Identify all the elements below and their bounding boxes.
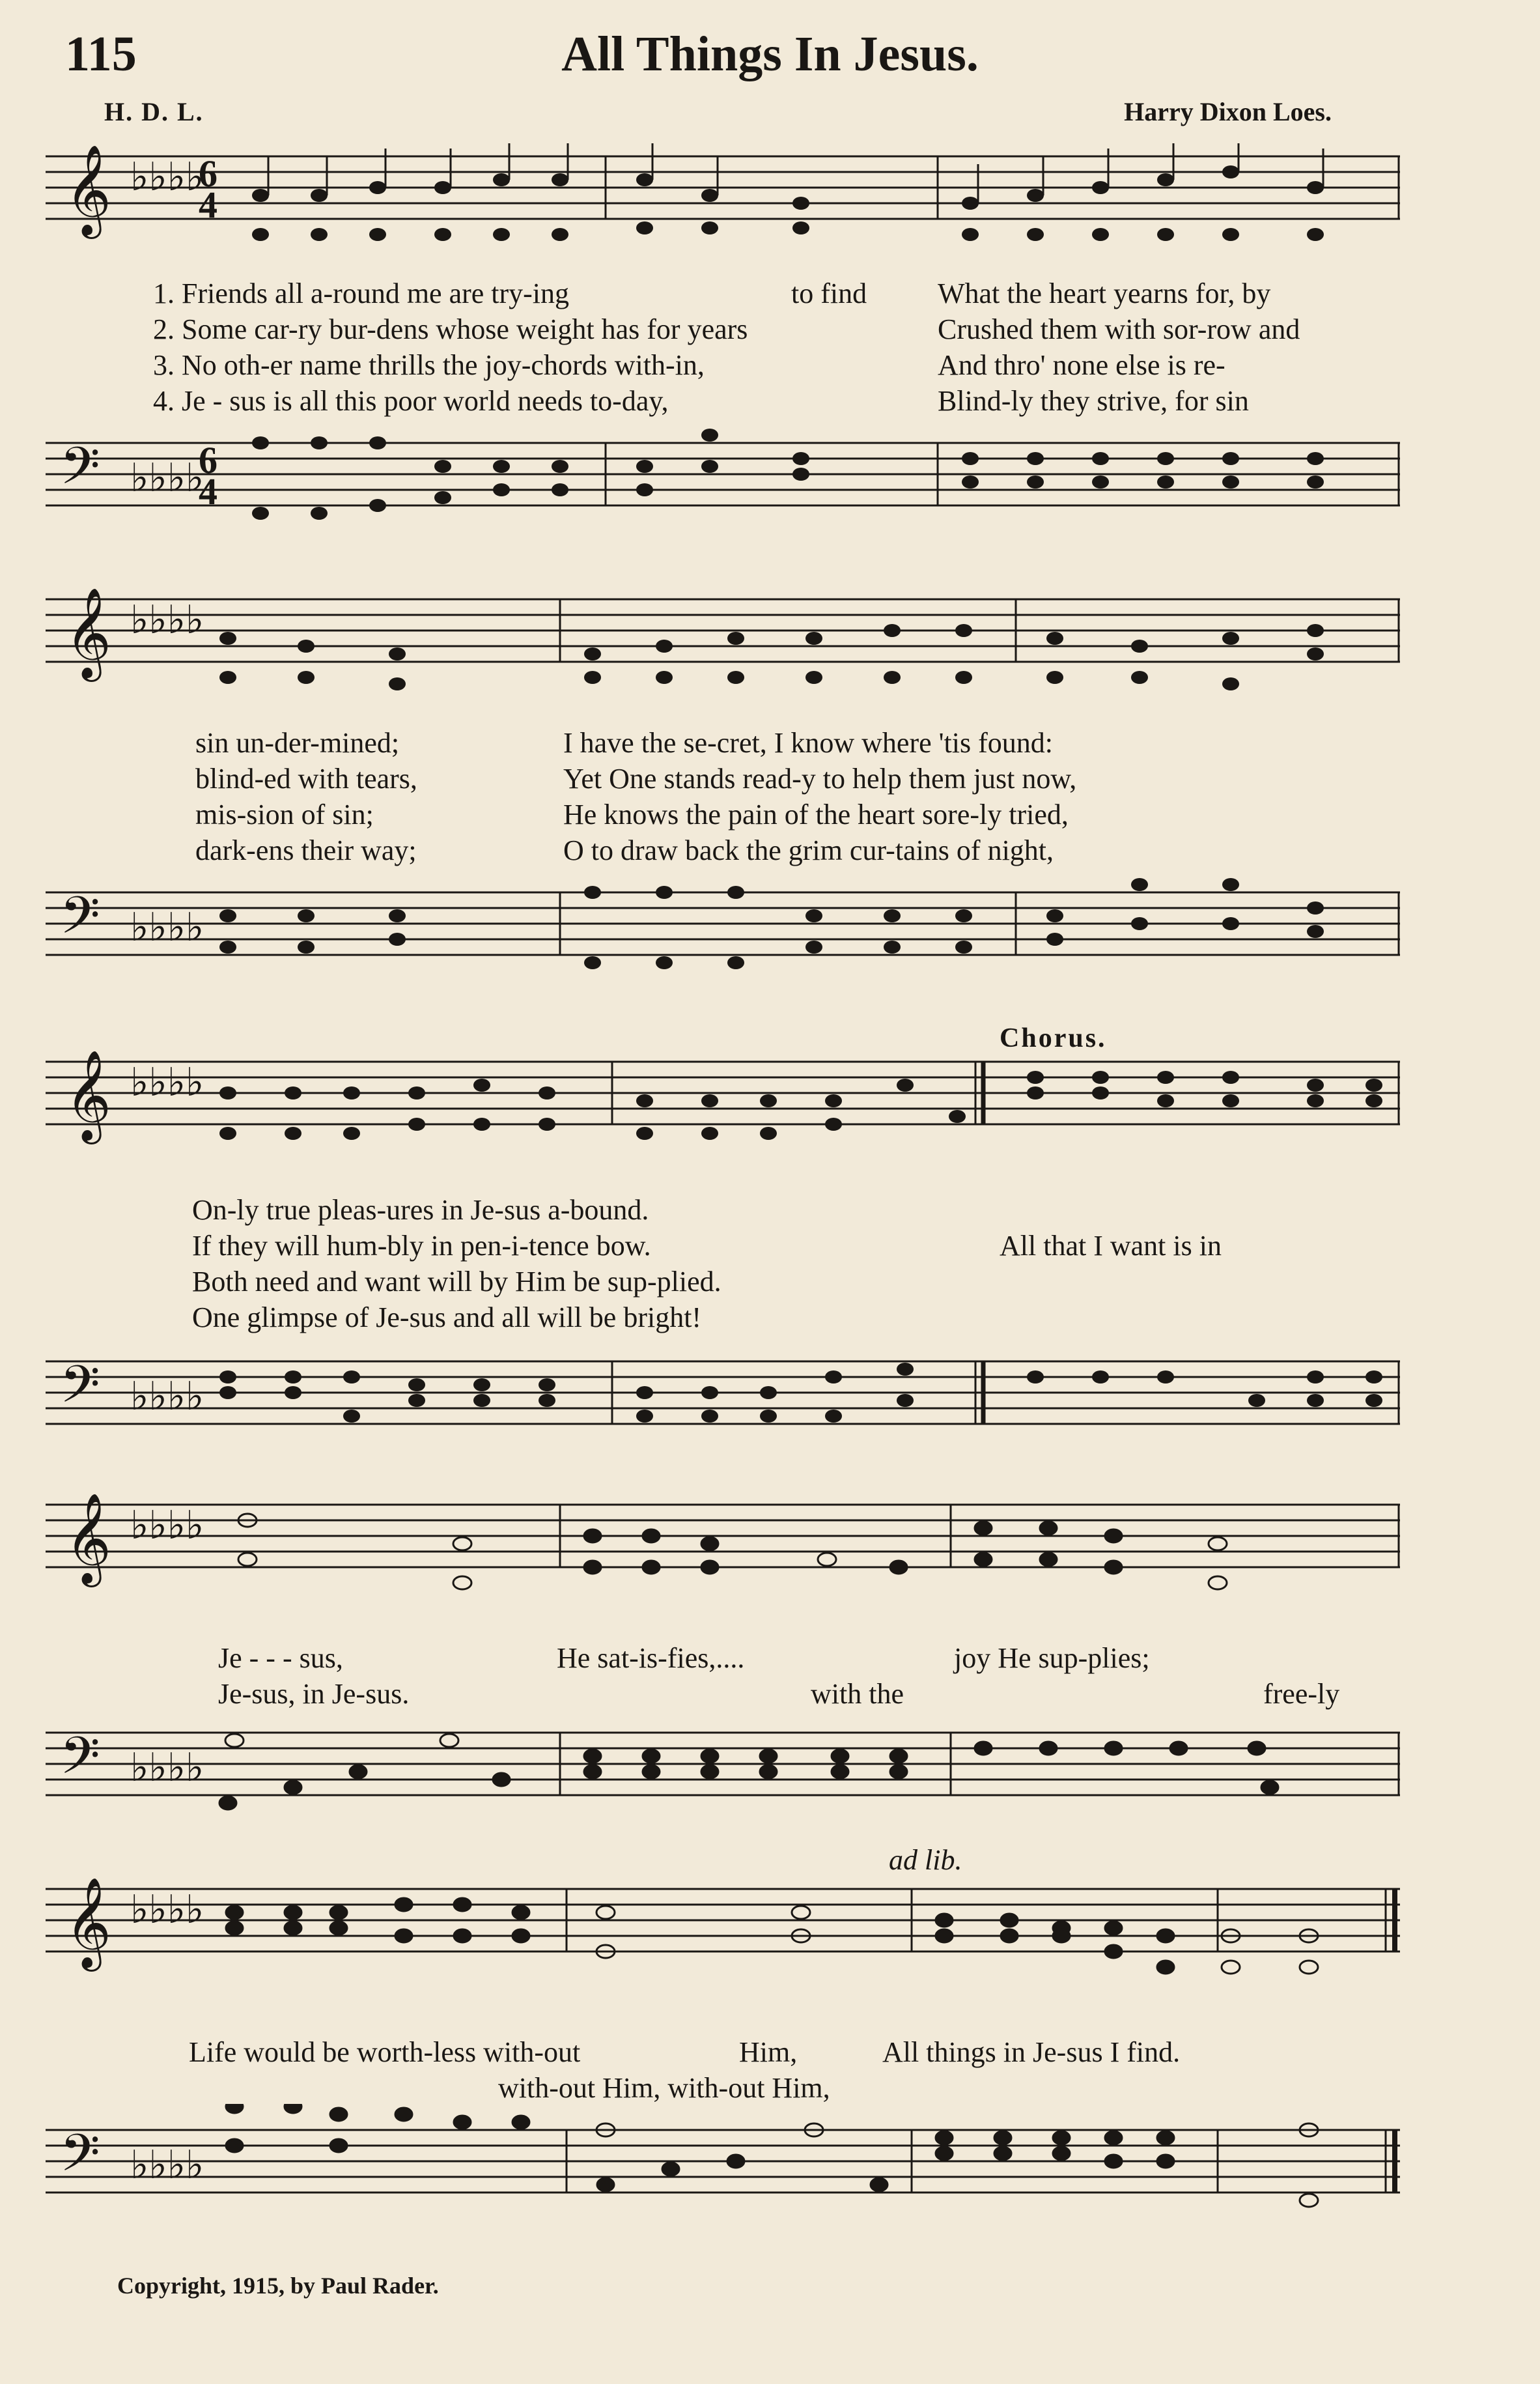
lyric-line: Je - - - sus, He sat-is-fies,.... joy He sup-plies; — [218, 1642, 1150, 1674]
bass-staff-4 — [46, 1707, 1400, 1837]
hymn-title: All Things In Jesus. — [561, 27, 979, 81]
bass-staff-5 — [46, 2104, 1400, 2234]
lyric-line: with-out Him, with-out Him, — [498, 2072, 830, 2104]
svg-text:𝄞: 𝄞 — [65, 1495, 111, 1582]
svg-text:6: 6 — [199, 152, 217, 195]
lyric-line: One glimpse of Je-sus and all will be bright! — [192, 1301, 702, 1333]
svg-text:𝄞: 𝄞 — [65, 589, 111, 676]
svg-text:𝄞: 𝄞 — [65, 1879, 111, 1966]
lyric-line: blind-ed with tears, Yet One stands read-y to help them just now, — [195, 763, 1077, 795]
svg-text:♭♭♭♭: ♭♭♭♭ — [130, 457, 204, 500]
bass-staff-2 — [46, 866, 1400, 997]
svg-text:𝄢: 𝄢 — [60, 2125, 100, 2194]
lyric-line: dark-ens their way; O to draw back the grim cur-tains of night, — [195, 834, 1054, 866]
bass-staff-1 — [46, 417, 1400, 547]
lyric-line: If they will hum-bly in pen-i-tence bow. All that I want is in — [192, 1230, 1222, 1262]
svg-text:4: 4 — [199, 184, 217, 226]
svg-text:♭♭♭♭: ♭♭♭♭ — [130, 906, 204, 949]
treble-staff-5 — [46, 1876, 1400, 2006]
composer-credit: Harry Dixon Loes. — [1124, 97, 1332, 126]
treble-staff-3 — [46, 1049, 1400, 1179]
svg-text:4: 4 — [199, 470, 217, 513]
hymn-number: 115 — [65, 27, 137, 81]
svg-text:𝄢: 𝄢 — [60, 1356, 100, 1426]
lyric-line: Life would be worth-less with-out Him, All things in Je-sus I find. — [189, 2036, 1181, 2068]
treble-staff-2 — [46, 586, 1400, 717]
svg-text:6: 6 — [199, 439, 217, 481]
lyric-line: sin un-der-mined; I have the se-cret, I know where 'tis found: — [195, 727, 1053, 759]
svg-text:♭♭♭♭: ♭♭♭♭ — [130, 1061, 204, 1104]
lyric-line: mis-sion of sin; He knows the pain of the heart sore-ly tried, — [195, 799, 1069, 830]
svg-text:𝄢: 𝄢 — [60, 1727, 100, 1797]
bass-staff-3 — [46, 1335, 1400, 1466]
svg-text:♭♭♭♭: ♭♭♭♭ — [130, 1375, 204, 1418]
svg-text:♭♭♭♭: ♭♭♭♭ — [130, 2144, 204, 2187]
svg-text:♭♭♭♭: ♭♭♭♭ — [130, 156, 204, 199]
lyric-line: On-ly true pleas-ures in Je-sus a-bound. — [192, 1194, 649, 1226]
svg-text:♭♭♭♭: ♭♭♭♭ — [130, 1504, 204, 1547]
lyric-line: 4. Je - sus is all this poor world needs to-day, Blind-ly they strive, for sin — [153, 385, 1249, 417]
svg-text:♭♭♭♭: ♭♭♭♭ — [130, 599, 204, 642]
svg-text:𝄢: 𝄢 — [60, 438, 100, 507]
lyric-line: Je-sus, in Je-sus. with the free-ly — [218, 1678, 1340, 1710]
lyricist-credit: H. D. L. — [104, 97, 204, 126]
svg-text:♭♭♭♭: ♭♭♭♭ — [130, 1746, 204, 1789]
copyright-notice: Copyright, 1915, by Paul Rader. — [117, 2273, 439, 2299]
svg-text:𝄞: 𝄞 — [65, 1052, 111, 1139]
lyric-line: Both need and want will by Him be sup-plied. — [192, 1266, 721, 1298]
svg-text:♭♭♭♭: ♭♭♭♭ — [130, 1888, 204, 1931]
treble-staff-1 — [46, 143, 1400, 287]
treble-staff-4 — [46, 1492, 1400, 1622]
ad-lib-marking: ad lib. — [889, 1844, 962, 1876]
lyric-line: 1. Friends all a-round me are try-ing to find What the heart yearns for, by — [153, 277, 1271, 309]
lyric-line: 3. No oth-er name thrills the joy-chords with-in, And thro' none else is re- — [153, 349, 1225, 381]
chorus-label: Chorus. — [1000, 1023, 1107, 1053]
svg-text:𝄢: 𝄢 — [60, 887, 100, 957]
svg-text:𝄞: 𝄞 — [65, 145, 111, 235]
lyric-line: 2. Some car-ry bur-dens whose weight has for years Crushed them with sor-row and — [153, 313, 1300, 345]
